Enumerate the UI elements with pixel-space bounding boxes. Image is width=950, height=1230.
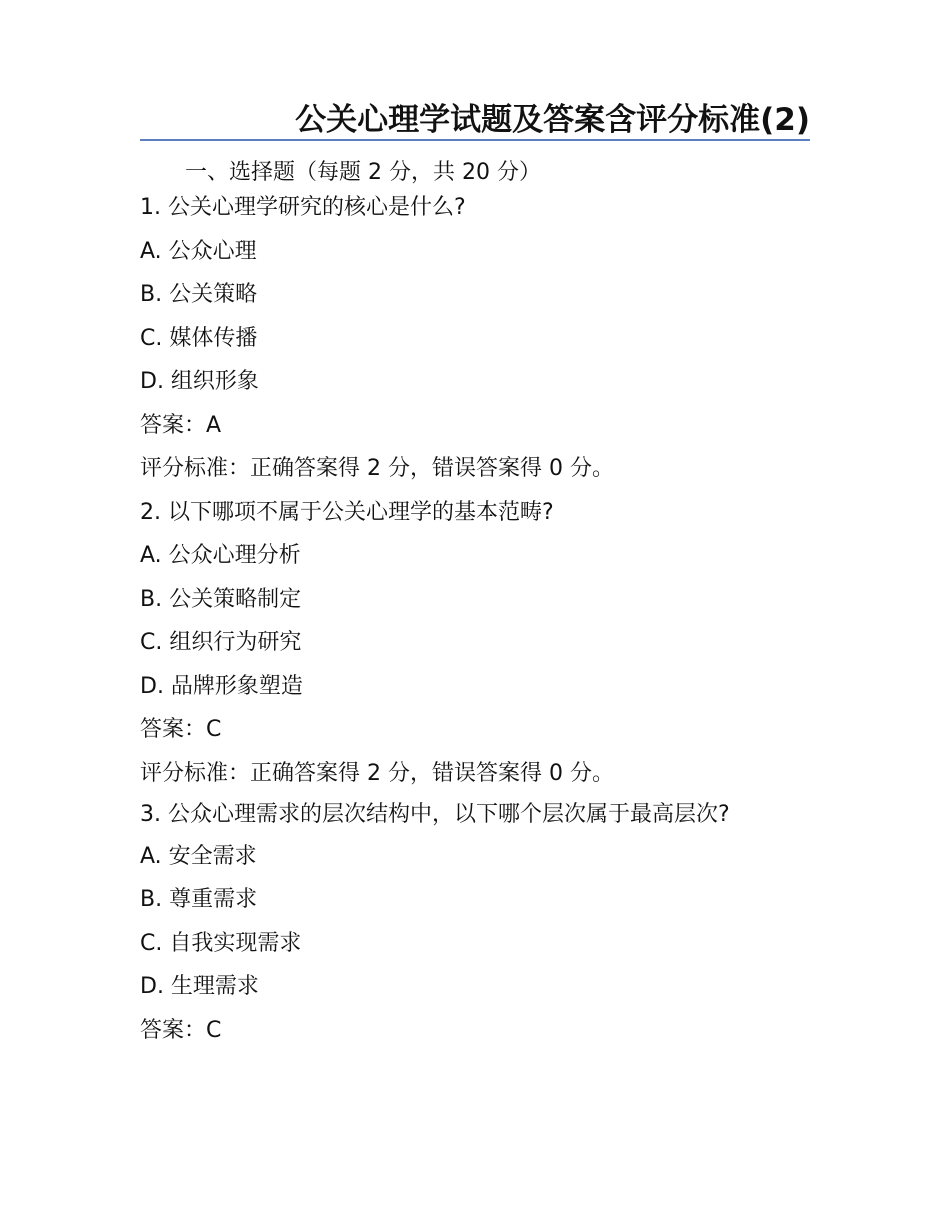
correct-answer: 答案：C	[140, 1017, 222, 1043]
answer-option: D. 生理需求	[140, 974, 259, 999]
correct-answer: 答案：A	[140, 412, 222, 438]
scoring-criteria: 评分标准：正确答案得 2 分，错误答案得 0 分。	[140, 456, 614, 481]
answer-option: A. 公众心理	[140, 238, 257, 264]
section-heading: 一、选择题（每题 2 分，共 20 分）	[185, 160, 541, 185]
answer-option: C. 自我实现需求	[140, 930, 302, 956]
document-title: 公关心理学试题及答案含评分标准(2)	[295, 102, 810, 138]
correct-answer: 答案：C	[140, 717, 222, 742]
scoring-criteria: 评分标准：正确答案得 2 分，错误答案得 0 分。	[140, 760, 614, 786]
answer-option: D. 组织形象	[140, 369, 259, 394]
answer-option: C. 组织行为研究	[140, 630, 302, 655]
question-list	[140, 195, 780, 1061]
answer-option: D. 品牌形象塑造	[140, 673, 303, 699]
answer-option: A. 安全需求	[140, 843, 257, 869]
answer-option: B. 公关策略	[140, 282, 258, 307]
answer-option: B. 尊重需求	[140, 887, 258, 912]
question-stem: 2. 以下哪项不属于公关心理学的基本范畴?	[140, 499, 554, 525]
title-underline	[140, 139, 810, 141]
answer-option: C. 媒体传播	[140, 325, 258, 351]
answer-option: B. 公关策略制定	[140, 586, 302, 612]
question-stem: 3. 公众心理需求的层次结构中，以下哪个层次属于最高层次?	[140, 802, 730, 827]
answer-option: A. 公众心理分析	[140, 543, 301, 568]
question-stem: 1. 公关心理学研究的核心是什么?	[140, 195, 466, 220]
